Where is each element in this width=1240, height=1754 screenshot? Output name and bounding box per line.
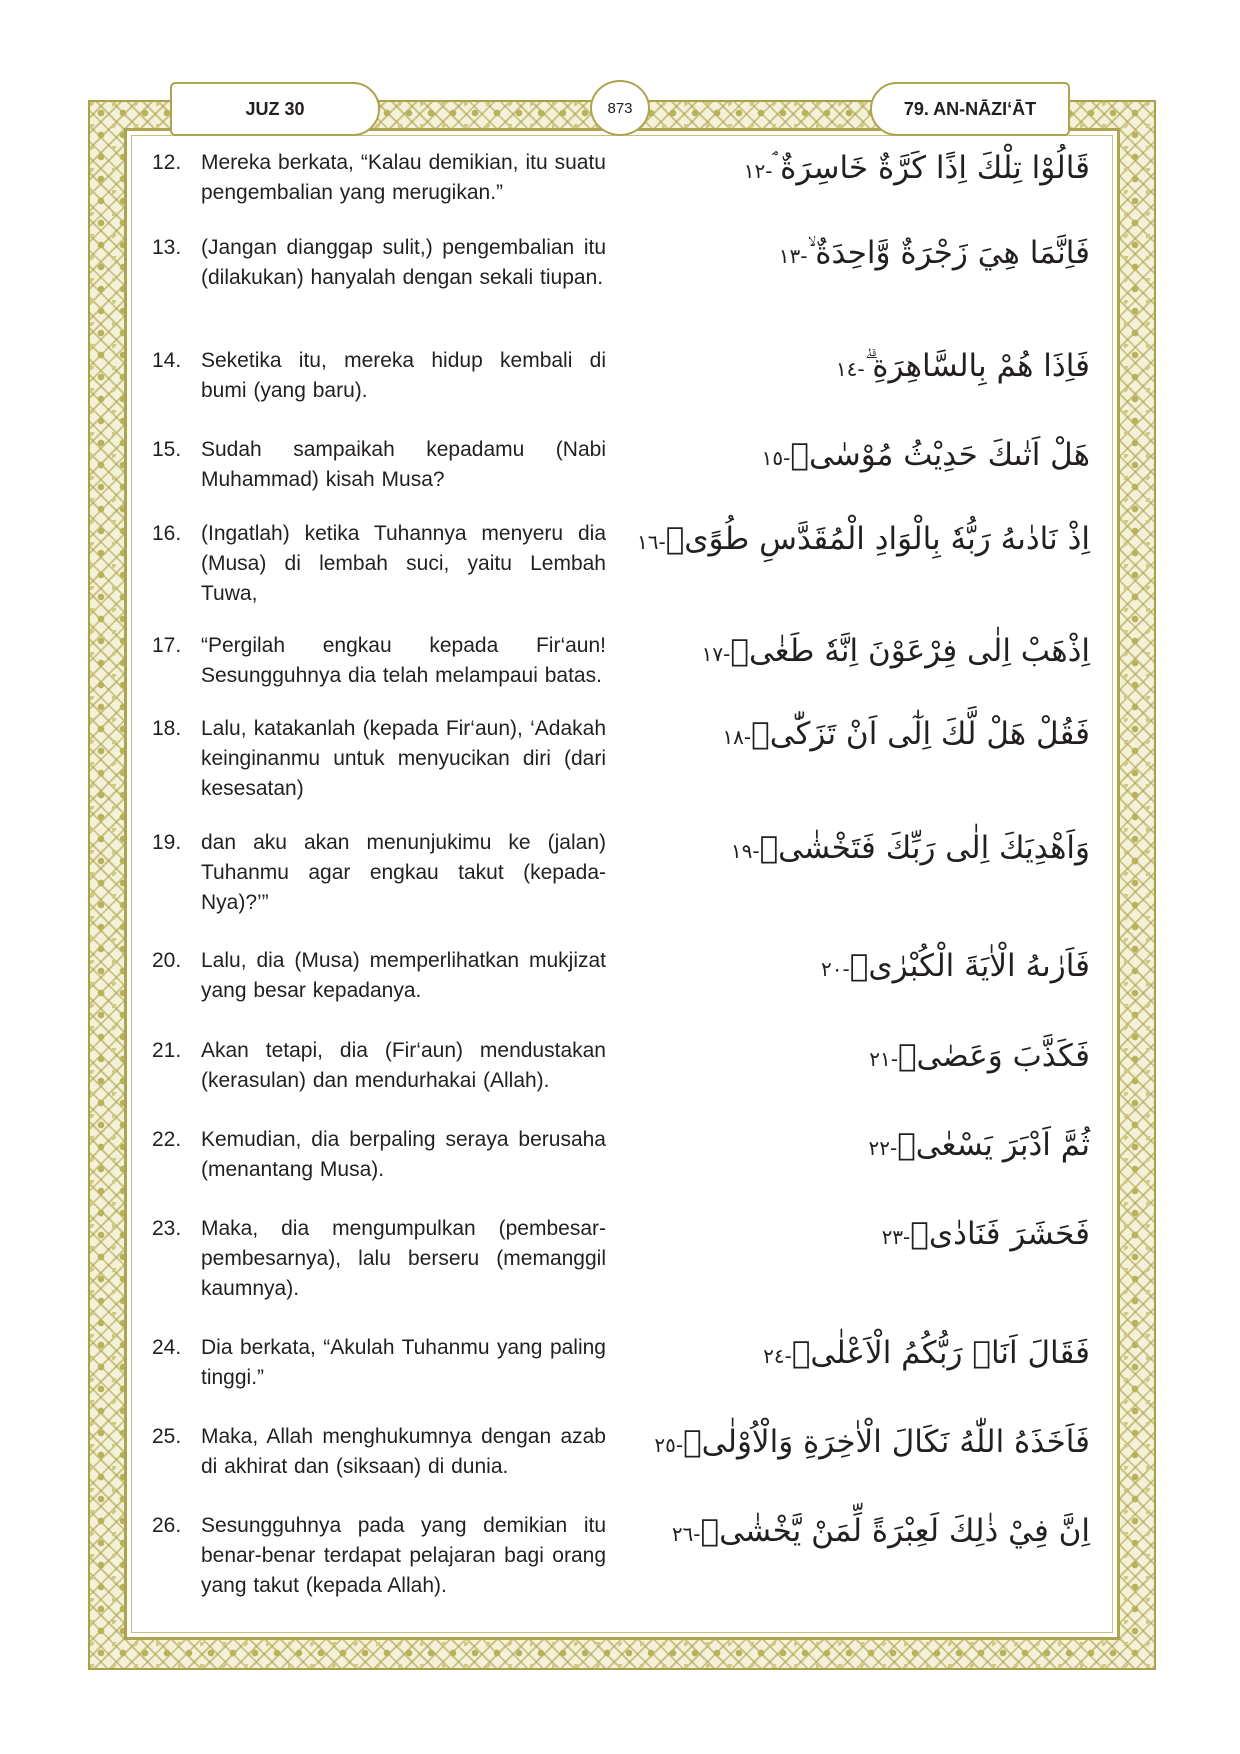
verse-arabic: فَاَخَذَهُ اللّٰهُ نَكَالَ الْاٰخِرَةِ وَالْاُوْلٰىۗ-٢٥ (654, 1424, 1090, 1460)
verse-arabic: اِذْهَبْ اِلٰى فِرْعَوْنَ اِنَّهٗ طَغٰىۖ-١٧ (701, 633, 1090, 669)
verse-translation: Kemudian, dia berpaling seraya berusaha (menantang Musa). (201, 1128, 606, 1181)
verse-arabic: فَقُلْ هَلْ لَّكَ اِلٰٓى اَنْ تَزَكّٰىۙ-١٨ (722, 716, 1090, 752)
verse-number: 18. (152, 717, 182, 740)
page-number: 873 (590, 80, 650, 136)
verse-arabic: فَقَالَ اَنَا۠ رَبُّكُمُ الْاَعْلٰىۖ-٢٤ (763, 1335, 1090, 1371)
verse-number: 25. (152, 1425, 182, 1448)
verse-number: 17. (152, 634, 182, 657)
verse-number: 15. (152, 438, 182, 461)
verse-translation: Mereka berkata, “Kalau demikian, itu suatu pengembalian yang merugikan.” (201, 151, 606, 204)
verse-number: 26. (152, 1514, 182, 1537)
juz-label: JUZ 30 (170, 82, 380, 136)
verse-number: 14. (152, 349, 182, 372)
verse-translation: Seketika itu, mereka hidup kembali di bumi (yang baru). (201, 349, 606, 402)
surah-title: 79. AN-NĀZI‘ĀT (870, 82, 1070, 136)
verse-arabic: فَكَذَّبَ وَعَصٰىۖ-٢١ (869, 1038, 1090, 1074)
verse-number: 13. (152, 236, 182, 259)
verse-translation: Maka, dia mengumpulkan (pembesar-pembesarnya), lalu berseru (memanggil kaumnya). (201, 1217, 606, 1300)
verse-translation: Maka, Allah menghukumnya dengan azab di akhirat dan (siksaan) di dunia. (201, 1425, 606, 1478)
verse-arabic: قَالُوْا تِلْكَ اِذًا كَرَّةٌ خَاسِرَةٌ ۘ-١٢ (743, 150, 1090, 186)
verse-translation: “Pergilah engkau kepada Fir‘aun! Sesungguhnya dia telah melampaui batas. (201, 634, 606, 687)
verse-translation: Dia berkata, “Akulah Tuhanmu yang paling tinggi.” (201, 1336, 606, 1389)
verse-number: 20. (152, 949, 182, 972)
verse-number: 12. (152, 151, 182, 174)
verse-translation: Sesungguhnya pada yang demikian itu benar-benar terdapat pelajaran bagi orang yang takut (kepada Allah). (201, 1514, 606, 1597)
verse-arabic: ثُمَّ اَدْبَرَ يَسْعٰىۖ-٢٢ (868, 1127, 1090, 1163)
verse-arabic: هَلْ اَتٰىكَ حَدِيْثُ مُوْسٰىۘ-١٥ (761, 437, 1090, 473)
verse-number: 16. (152, 522, 182, 545)
verse-number: 24. (152, 1336, 182, 1359)
verse-number: 23. (152, 1217, 182, 1240)
verse-arabic: اِنَّ فِيْ ذٰلِكَ لَعِبْرَةً لِّمَنْ يَّخْشٰىۗ-٢٦ (671, 1513, 1090, 1549)
verse-arabic: فَاِنَّمَا هِيَ زَجْرَةٌ وَّاحِدَةٌ ۙ-١٣ (778, 235, 1090, 271)
verse-translation: Sudah sampaikah kepadamu (Nabi Muhammad) kisah Musa? (201, 438, 606, 491)
verse-translation: Lalu, dia (Musa) memperlihatkan mukjizat yang besar kepadanya. (201, 949, 606, 1002)
verse-translation: (Ingatlah) ketika Tuhannya menyeru dia (Musa) di lembah suci, yaitu Lembah Tuwa, (201, 522, 606, 605)
verse-arabic: فَاِذَا هُمْ بِالسَّاهِرَةِ ۗ-١٤ (835, 348, 1090, 384)
verse-arabic: فَحَشَرَ فَنَادٰىۖ-٢٣ (881, 1216, 1090, 1252)
verse-translation: (Jangan dianggap sulit,) pengembalian itu (dilakukan) hanyalah dengan sekali tiupan. (201, 236, 606, 289)
verse-number: 21. (152, 1039, 182, 1062)
verse-arabic: فَاَرٰىهُ الْاٰيَةَ الْكُبْرٰىۖ-٢٠ (821, 948, 1090, 984)
verse-arabic: وَاَهْدِيَكَ اِلٰى رَبِّكَ فَتَخْشٰىۚ-١٩ (730, 830, 1090, 866)
verse-arabic: اِذْ نَادٰىهُ رَبُّهٗ بِالْوَادِ الْمُقَدَّسِ طُوًىۚ-١٦ (636, 521, 1090, 557)
verse-number: 22. (152, 1128, 182, 1151)
verse-number: 19. (152, 831, 182, 854)
verse-translation: Lalu, katakanlah (kepada Fir‘aun), ‘Adakah keinginanmu untuk menyucikan diri (dari kesesatan) (201, 717, 606, 800)
verse-translation: dan aku akan menunjukimu ke (jalan) Tuhanmu agar engkau takut (kepada-Nya)?’” (201, 831, 606, 914)
verse-translation: Akan tetapi, dia (Fir‘aun) mendustakan (kerasulan) dan mendurhakai (Allah). (201, 1039, 606, 1092)
